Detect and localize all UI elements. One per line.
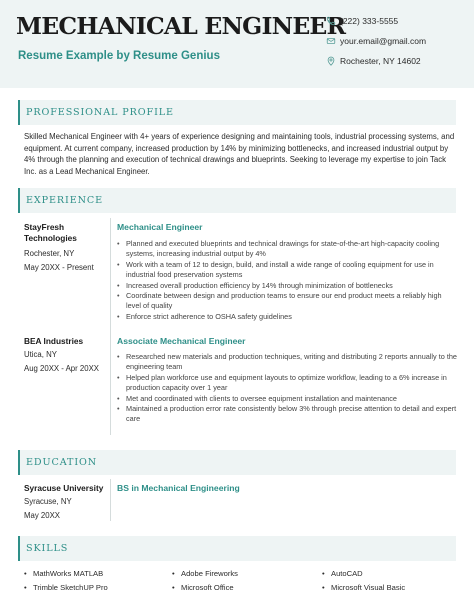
profile-section-title: PROFESSIONAL PROFILE (26, 107, 174, 118)
email-icon (326, 36, 336, 46)
skill-item: • Microsoft Office (172, 583, 234, 592)
contact-location (326, 51, 426, 71)
job-bullet: • Planned and executed blueprints and technical drawings for state-of-the-art high-capacity cooling systems, increasing industrial output by 4% (117, 239, 457, 260)
job-dates: May 20XX - Present (24, 263, 94, 272)
location-pin-icon (326, 56, 336, 66)
education-section-title: EDUCATION (26, 457, 98, 468)
job-dates: Aug 20XX - Apr 20XX (24, 364, 99, 373)
job-bullet: • Helped plan workforce use and equipment layouts to optimize workflow, leading to a 6% increase in production capacity over 1 year (117, 373, 457, 394)
resume-subtitle: Resume Example by Resume Genius (18, 50, 220, 62)
skill-item: • Adobe Fireworks (172, 569, 238, 578)
experience-section-header (18, 188, 456, 213)
job-company: StayFresh Technologies (24, 222, 77, 243)
skill-item: • Microsoft Visual Basic (322, 583, 405, 592)
profile-summary: Skilled Mechanical Engineer with 4+ years of experience designing and maintaining tools, industrial processing systems, and equipment. At current company, increased production by 14% by minimizing bottlenecks, and increased industrial output by 4% through the planning and execution of technical drawings and blueprints. Seeking to leverage my expertise to join Tack Inc. as a Lead Mechanical Engineer. (24, 132, 455, 176)
school-name: Syracuse University (24, 483, 104, 493)
contact-phone (326, 11, 426, 31)
job-company: BEA Industries (24, 336, 84, 346)
job-location: Rochester, NY (24, 249, 75, 258)
phone-text: (222) 333-5555 (340, 16, 399, 26)
skill-item: • Trimble SketchUP Pro (24, 583, 108, 592)
job-role: Associate Mechanical Engineer (117, 336, 246, 346)
contact-email (326, 31, 426, 51)
location-text: Rochester, NY 14602 (340, 56, 421, 66)
education-section-header (18, 450, 456, 475)
resume-name: MECHANICAL ENGINEER (16, 12, 346, 40)
job-bullet: • Work with a team of 12 to design, build, and install a wide range of cooling equipment for use in industrial food preservation systems (117, 260, 457, 281)
job-bullet: • Increased overall production efficiency by 14% through minimization of bottlenecks (117, 281, 457, 291)
job-location: Utica, NY (24, 350, 57, 359)
job-bullet: • Researched new materials and production techniques, writing and distributing 2 reports annually to the engineering team (117, 352, 457, 373)
profile-section-header (18, 100, 456, 125)
skills-section-header (18, 536, 456, 561)
experience-section-title: EXPERIENCE (26, 195, 104, 206)
contact-info (326, 11, 426, 71)
resume-header (0, 0, 474, 88)
skill-item: • MathWorks MATLAB (24, 569, 103, 578)
graduation-date: May 20XX (24, 511, 60, 520)
job-bullet: • Coordinate between design and production teams to ensure our end product meets a reliably high level of quality (117, 291, 457, 312)
job-bullet: • Enforce strict adherence to OSHA safety guidelines (117, 312, 457, 322)
email-text: your.email@gmail.com (340, 36, 427, 46)
skill-item: • AutoCAD (322, 569, 363, 578)
job-bullet: • Maintained a production error rate consistently below 3% through precise attention to detail and expert care (117, 404, 457, 425)
job-bullets (117, 352, 457, 425)
phone-icon (326, 16, 336, 26)
job-bullets (117, 239, 457, 322)
job-role: Mechanical Engineer (117, 222, 203, 232)
skills-section-title: SKILLS (26, 543, 69, 554)
job-bullet: • Met and coordinated with clients to oversee equipment installation and maintenance (117, 394, 457, 404)
degree: BS in Mechanical Engineering (117, 483, 240, 493)
school-location: Syracuse, NY (24, 497, 72, 506)
experience-divider (110, 218, 111, 435)
